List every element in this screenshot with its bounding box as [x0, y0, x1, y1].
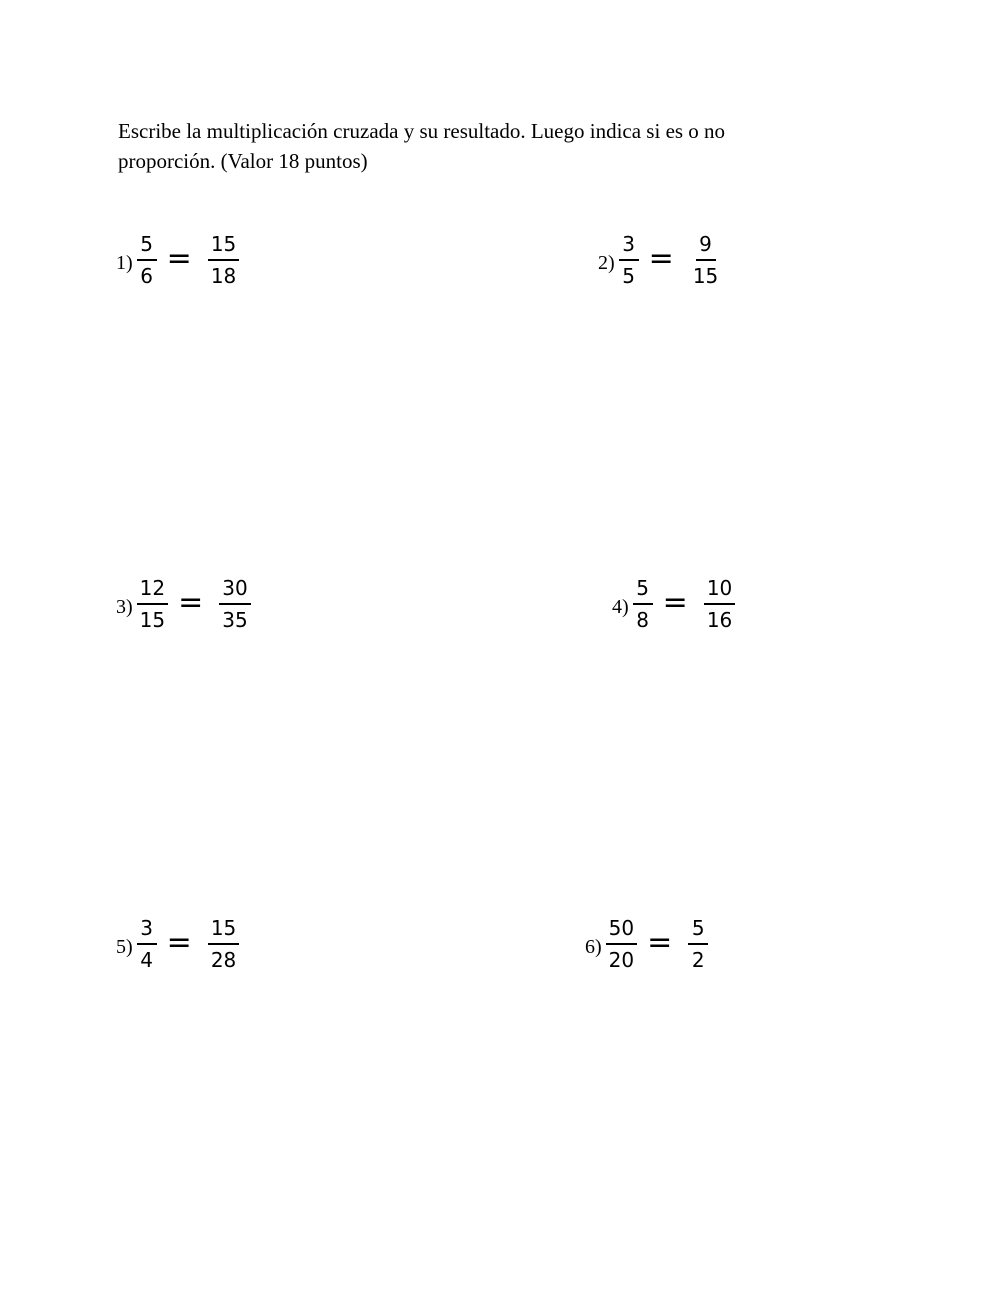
- numerator: 12: [137, 576, 168, 605]
- right-fraction: [686, 916, 710, 972]
- equals-sign: =: [166, 924, 192, 960]
- instructions-line-1: Escribe la multiplicación cruzada y su resultado. Luego indica si es o no: [118, 119, 726, 143]
- equals-sign: =: [178, 584, 204, 620]
- problem-1: [116, 225, 241, 295]
- numerator: 3: [619, 232, 639, 261]
- denominator: 35: [222, 608, 248, 632]
- left-fraction: [135, 232, 159, 288]
- numerator: 3: [137, 916, 157, 945]
- denominator: 20: [608, 948, 635, 972]
- problem-6: [585, 909, 710, 979]
- denominator: 2: [691, 948, 705, 972]
- numerator: 5: [688, 916, 708, 945]
- equals-sign: =: [166, 240, 192, 276]
- problem-5: [116, 909, 241, 979]
- denominator: 5: [622, 264, 636, 288]
- denominator: 15: [139, 608, 166, 632]
- instructions-text: [118, 116, 838, 176]
- left-fraction: [604, 916, 639, 972]
- numerator: 10: [704, 576, 735, 605]
- instructions-line-2: proporción. (Valor 18 puntos): [118, 149, 368, 173]
- denominator: 4: [140, 948, 154, 972]
- right-fraction: [206, 916, 241, 972]
- problem-number: 5): [116, 935, 133, 958]
- right-fraction: [688, 232, 723, 288]
- left-fraction: [631, 576, 655, 632]
- problem-2: [598, 225, 723, 295]
- denominator: 18: [210, 264, 237, 288]
- problem-4: [612, 569, 737, 639]
- left-fraction: [135, 576, 170, 632]
- problem-3: [116, 569, 253, 639]
- equals-sign: =: [662, 584, 688, 620]
- denominator: 15: [692, 264, 719, 288]
- problem-number: 4): [612, 595, 629, 618]
- numerator: 5: [633, 576, 653, 605]
- right-fraction: [206, 232, 241, 288]
- problem-number: 1): [116, 251, 133, 274]
- numerator: 15: [208, 232, 239, 261]
- numerator: 50: [606, 916, 637, 945]
- problem-number: 2): [598, 251, 615, 274]
- problem-number: 3): [116, 595, 133, 618]
- denominator: 28: [210, 948, 237, 972]
- right-fraction: [217, 576, 252, 632]
- right-fraction: [702, 576, 737, 632]
- left-fraction: [617, 232, 641, 288]
- numerator: 15: [208, 916, 239, 945]
- equals-sign: =: [648, 240, 674, 276]
- denominator: 16: [706, 608, 733, 632]
- numerator: 30: [219, 576, 250, 605]
- numerator: 9: [696, 232, 716, 261]
- problem-number: 6): [585, 935, 602, 958]
- denominator: 6: [140, 264, 154, 288]
- numerator: 5: [137, 232, 157, 261]
- left-fraction: [135, 916, 159, 972]
- denominator: 8: [636, 608, 650, 632]
- equals-sign: =: [647, 924, 673, 960]
